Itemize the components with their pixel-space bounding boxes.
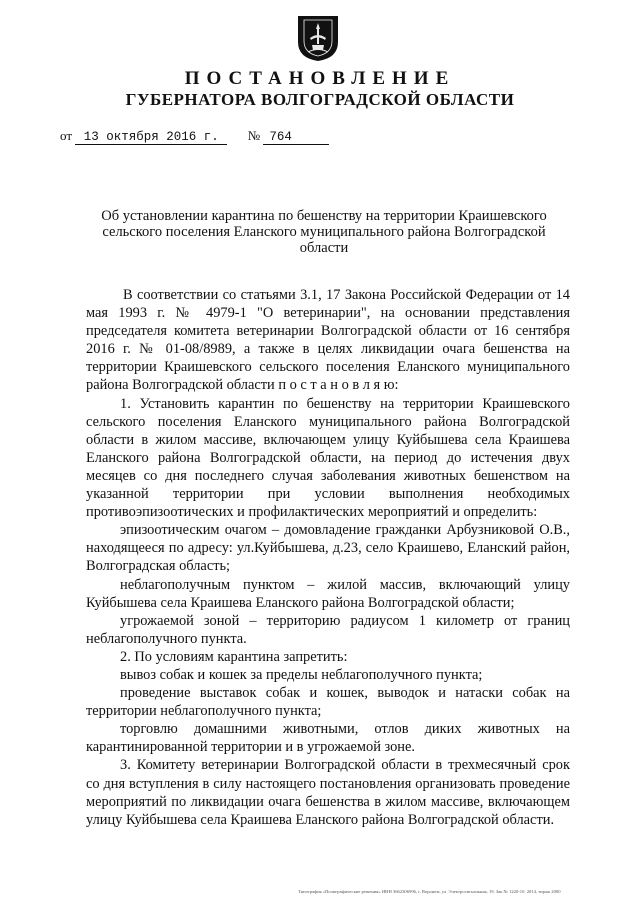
- from-label: от: [60, 128, 73, 143]
- item-1-paragraph: 1. Установить карантин по бешенству на территории Краишевского сельского поселения Еланского муниципального района Волгоградской области в жилом массиве, включающем улицу Куйбышева села Краишева Еланского района Волгоградской области, на период до истечения двух месяцев со дня последнего случая заболевания животных бешенством на указанной территории при условии выполнения необходимых противоэпизоотических и профилактических мероприятий и определить:: [86, 395, 570, 521]
- document-number: 764: [263, 130, 329, 145]
- printer-footer: Типография «Полиграфические решения» ИНН 3662306996, г. Воронеж, ул. Электросигнальная, 19, Зак № 1220-10. 2014, тираж 2000: [298, 889, 561, 894]
- number-label: №: [247, 128, 261, 143]
- item-2-export-paragraph: вывоз собак и кошек за пределы неблагополучного пункта;: [120, 666, 483, 683]
- item-1-focus-paragraph: эпизоотическим очагом – домовладение гражданки Арбузниковой О.В., находящееся по адресу: ул.Куйбышева, д.23, село Краишево, Еланский район, Волгоградская область;: [86, 522, 570, 575]
- item-2-trade-paragraph: торговлю домашними животными, отлов диких животных на карантинированной территории и в угрожаемой зоне.: [86, 721, 570, 756]
- document-date: 13 октября 2016 г.: [75, 130, 227, 145]
- document-type-heading: ПОСТАНОВЛЕНИЕ: [184, 68, 456, 89]
- item-2-exhibitions-paragraph: проведение выставок собак и кошек, выводок и натаски собак на территории неблагополучного пункта;: [86, 685, 570, 720]
- document-subject: Об установлении карантина по бешенству на территории Краишевского сельского поселения Еланского муниципального района Волгоградской области: [101, 208, 547, 256]
- document-body: [86, 286, 570, 829]
- preamble-paragraph: В соответствии со статьями 3.1, 17 Закона Российской Федерации от 14 мая 1993 г. № 4979-1 "О ветеринарии", на основании представления председателя комитета ветеринарии Волгоградской области от 16 сентября 2016 г. № 01-08/8989, а также в целях ликвидации очага бешенства на территории Краишевского сельского поселения Еланского муниципального района Волгоградской области п о с т а н о в л я ю:: [86, 287, 570, 394]
- date-number-line: [60, 128, 329, 145]
- item-3-paragraph: 3. Комитету ветеринарии Волгоградской области в трехмесячный срок со дня вступления в силу настоящего постановления организовать проведение мероприятий по ликвидации очага бешенства в жилом массиве, включающем улицу Куйбышева села Краишева Еланского района Волгоградской области.: [86, 757, 570, 828]
- item-1-threat-zone-paragraph: угрожаемой зоной – территорию радиусом 1 километр от границ неблагополучного пункта.: [86, 612, 570, 647]
- item-1-unsafe-point-paragraph: неблагополучным пунктом – жилой массив, включающий улицу Куйбышева села Краишева Еланского района Волгоградской области;: [86, 576, 570, 611]
- item-2-paragraph: 2. По условиям карантина запретить:: [120, 648, 348, 665]
- issuer-heading: ГУБЕРНАТОРА ВОЛГОГРАДСКОЙ ОБЛАСТИ: [125, 90, 515, 109]
- coat-of-arms-emblem: [296, 14, 340, 62]
